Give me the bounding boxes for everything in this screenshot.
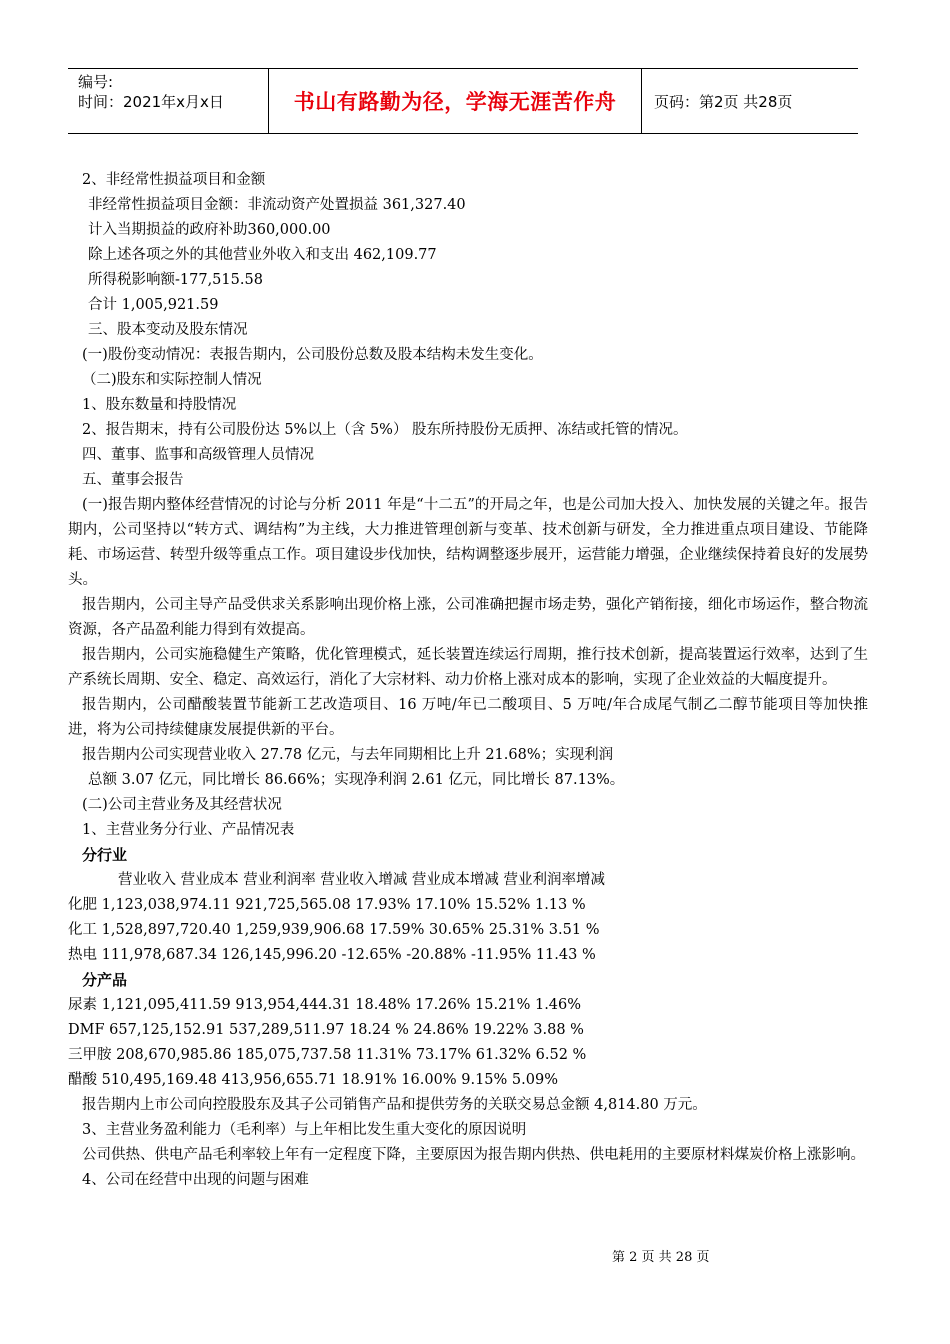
header-motto-cell: [269, 69, 642, 133]
section-heading: （二)股东和实际控制人情况: [82, 372, 262, 388]
document-body: [68, 168, 868, 1193]
paragraph: 公司供热、供电产品毛利率较上年有一定程度下降，主要原因为报告期内供热、供电耗用的主要原材料煤炭价格上涨影响。: [82, 1147, 865, 1163]
section-heading: 四、董事、监事和高级管理人员情况: [82, 447, 314, 463]
paragraph: 报告期内，公司实施稳健生产策略，优化管理模式，延长装置连续运行周期，推行技术创新，提高装置运行效率，达到了生产系统长周期、安全、稳定、高效运行，消化了大宗材料、动力价格上涨对成本的影响，实现了企业效益的大幅度提升。: [68, 647, 868, 688]
section-heading: 2、非经常性损益项目和金额: [82, 172, 266, 188]
text-line: 报告期内上市公司向控股股东及其子公司销售产品和提供劳务的关联交易总金额 4,814.80 万元。: [82, 1097, 707, 1113]
header-page-label: 页码：第2页 共28页: [654, 92, 793, 111]
table-group-heading: 分产品: [82, 971, 128, 989]
text-line: 总额 3.07 亿元，同比增长 86.66%；实现净利润 2.61 亿元，同比增长 87.13%。: [88, 772, 625, 788]
document-time-label: 时间：2021年x月x日: [78, 93, 224, 111]
header-meta-cell: [68, 69, 269, 133]
text-line: 报告期内公司实现营业收入 27.78 亿元，与去年同期相比上升 21.68%；实现利润: [82, 747, 614, 763]
table-row: DMF 657,125,152.91 537,289,511.97 18.24 % 24.86% 19.22% 3.88 %: [68, 1022, 584, 1038]
table-row: 化工 1,528,897,720.40 1,259,939,906.68 17.59% 30.65% 25.31% 3.51 %: [68, 922, 600, 938]
paragraph: 报告期内，公司主导产品受供求关系影响出现价格上涨，公司准确把握市场走势，强化产销衔接，细化市场运作，整合物流资源，各产品盈利能力得到有效提高。: [68, 597, 868, 638]
text-line: 除上述各项之外的其他营业外收入和支出 462,109.77: [88, 247, 437, 263]
table-row: 三甲胺 208,670,985.86 185,075,737.58 11.31% 73.17% 61.32% 6.52 %: [68, 1047, 587, 1063]
text-line: 所得税影响额-177,515.58: [88, 272, 263, 288]
section-heading: 4、公司在经营中出现的问题与困难: [82, 1172, 309, 1188]
header-page-cell: [642, 69, 858, 133]
paragraph: 报告期内，公司醋酸装置节能新工艺改造项目、16 万吨/年已二酸项目、5 万吨/年合成尾气制乙二醇节能项目等加快推进，将为公司持续健康发展提供新的平台。: [68, 697, 868, 738]
document-number-label: 编号:: [78, 73, 114, 91]
table-row: 热电 111,978,687.34 126,145,996.20 -12.65% -20.88% -11.95% 11.43 %: [68, 947, 596, 963]
paragraph: (一)报告期内整体经营情况的讨论与分析 2011 年是“十二五”的开局之年，也是公司加大投入、加快发展的关键之年。报告期内，公司坚持以“转方式、调结构”为主线，大力推进管理创新与变革、技术创新与研发，全力推进重点项目建设、节能降耗、市场运营、转型升级等重点工作。项目建设步伐加快，结构调整逐步展开，运营能力增强，企业继续保持着良好的发展势头。: [68, 497, 868, 588]
text-line: 非经常性损益项目金额：非流动资产处置损益 361,327.40: [88, 197, 466, 213]
section-heading: 1、股东数量和持股情况: [82, 397, 237, 413]
section-heading: (二)公司主营业务及其经营状况: [82, 797, 282, 813]
text-line: 计入当期损益的政府补助360,000.00: [88, 222, 331, 238]
section-heading: 五、董事会报告: [82, 472, 184, 488]
text-line: 合计 1,005,921.59: [88, 297, 219, 313]
section-heading: 3、主营业务盈利能力（毛利率）与上年相比发生重大变化的原因说明: [82, 1122, 527, 1138]
table-group-heading: 分行业: [82, 846, 128, 864]
table-row: 化肥 1,123,038,974.11 921,725,565.08 17.93% 17.10% 15.52% 1.13 %: [68, 897, 586, 913]
page-footer: 第 2 页 共 28 页: [612, 1250, 710, 1265]
section-heading: 1、主营业务分行业、产品情况表: [82, 822, 295, 838]
table-row: 醋酸 510,495,169.48 413,956,655.71 18.91% 16.00% 9.15% 5.09%: [68, 1072, 558, 1088]
text-line: 2、报告期末，持有公司股份达 5%以上（含 5%） 股东所持股份无质押、冻结或托管的情况。: [82, 422, 688, 438]
text-line: (一)股份变动情况：表报告期内，公司股份总数及股本结构未发生变化。: [82, 347, 543, 363]
table-header-row: 营业收入 营业成本 营业利润率 营业收入增减 营业成本增减 营业利润率增减: [118, 872, 606, 888]
header-motto: 书山有路勤为径，学海无涯苦作舟: [293, 90, 617, 114]
page-header: [68, 68, 858, 134]
table-row: 尿素 1,121,095,411.59 913,954,444.31 18.48% 17.26% 15.21% 1.46%: [68, 997, 582, 1013]
section-heading: 三、股本变动及股东情况: [88, 322, 248, 338]
